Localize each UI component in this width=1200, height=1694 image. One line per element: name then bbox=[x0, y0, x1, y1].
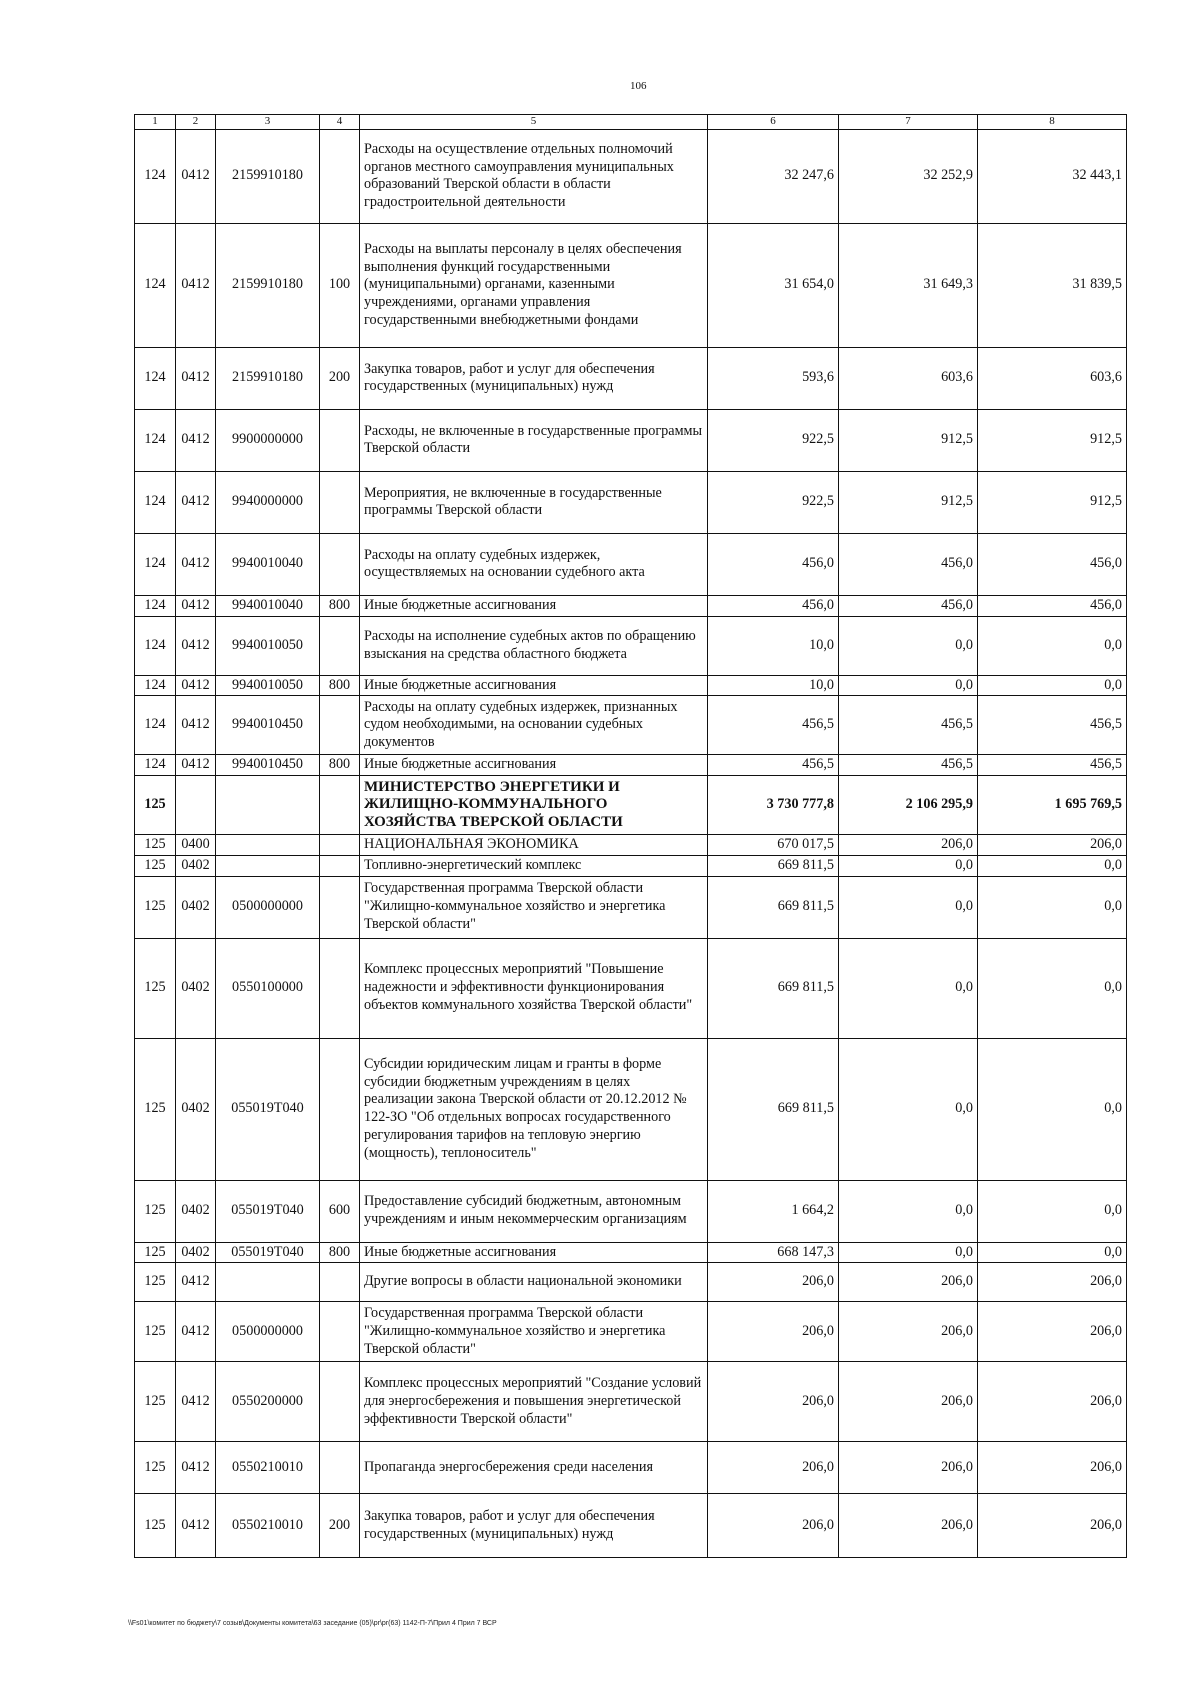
expense-type-cell: 800 bbox=[320, 1242, 360, 1263]
table-row bbox=[135, 1442, 1127, 1494]
table-row bbox=[135, 696, 1127, 755]
expense-type-cell: 800 bbox=[320, 675, 360, 696]
expense-type-cell bbox=[320, 1442, 360, 1494]
section-code-cell: 0412 bbox=[176, 471, 216, 533]
amount-col6-cell: 593,6 bbox=[708, 347, 839, 409]
expense-type-cell bbox=[320, 938, 360, 1038]
amount-col6-cell: 669 811,5 bbox=[708, 855, 839, 876]
target-article-cell: 9940010040 bbox=[216, 533, 320, 595]
header-cell: 1 bbox=[135, 115, 176, 130]
amount-col8-cell: 206,0 bbox=[978, 1263, 1127, 1302]
target-article-cell: 9940010450 bbox=[216, 755, 320, 776]
item-name-cell: Государственная программа Тверской области "Жилищно-коммунальное хозяйство и энергетика Тверской области" bbox=[360, 876, 708, 938]
table-row bbox=[135, 533, 1127, 595]
item-name-cell: Закупка товаров, работ и услуг для обеспечения государственных (муниципальных) нужд bbox=[360, 347, 708, 409]
expense-type-cell: 200 bbox=[320, 347, 360, 409]
expense-type-cell bbox=[320, 1362, 360, 1442]
section-code-cell: 0402 bbox=[176, 938, 216, 1038]
amount-col8-cell: 206,0 bbox=[978, 835, 1127, 856]
expense-type-cell bbox=[320, 533, 360, 595]
amount-col6-cell: 669 811,5 bbox=[708, 876, 839, 938]
amount-col7-cell: 206,0 bbox=[839, 1442, 978, 1494]
admin-code-cell: 125 bbox=[135, 876, 176, 938]
amount-col8-cell: 0,0 bbox=[978, 1180, 1127, 1242]
item-name-cell: Другие вопросы в области национальной экономики bbox=[360, 1263, 708, 1302]
item-name-cell: Топливно-энергетический комплекс bbox=[360, 855, 708, 876]
section-code-cell: 0412 bbox=[176, 1263, 216, 1302]
amount-col8-cell: 0,0 bbox=[978, 876, 1127, 938]
amount-col6-cell: 456,5 bbox=[708, 696, 839, 755]
admin-code-cell: 125 bbox=[135, 1442, 176, 1494]
expense-type-cell bbox=[320, 876, 360, 938]
table-row bbox=[135, 938, 1127, 1038]
header-cell: 3 bbox=[216, 115, 320, 130]
target-article-cell: 0550210010 bbox=[216, 1442, 320, 1494]
amount-col8-cell: 206,0 bbox=[978, 1302, 1127, 1362]
target-article-cell: 9940010050 bbox=[216, 616, 320, 675]
target-article-cell: 055019T040 bbox=[216, 1038, 320, 1180]
admin-code-cell: 124 bbox=[135, 675, 176, 696]
target-article-cell: 2159910180 bbox=[216, 223, 320, 347]
table-row bbox=[135, 776, 1127, 835]
item-name-cell: Комплекс процессных мероприятий "Создание условий для энергосбережения и повышения энергетической эффективности Тверской области" bbox=[360, 1362, 708, 1442]
amount-col7-cell: 0,0 bbox=[839, 938, 978, 1038]
section-code-cell: 0412 bbox=[176, 129, 216, 223]
target-article-cell: 9900000000 bbox=[216, 409, 320, 471]
amount-col7-cell: 912,5 bbox=[839, 409, 978, 471]
target-article-cell: 9940010050 bbox=[216, 675, 320, 696]
expense-type-cell: 600 bbox=[320, 1180, 360, 1242]
section-code-cell: 0412 bbox=[176, 1494, 216, 1558]
amount-col8-cell: 1 695 769,5 bbox=[978, 776, 1127, 835]
item-name-cell: Предоставление субсидий бюджетным, автономным учреждениям и иным некоммерческим организациям bbox=[360, 1180, 708, 1242]
amount-col7-cell: 603,6 bbox=[839, 347, 978, 409]
amount-col6-cell: 670 017,5 bbox=[708, 835, 839, 856]
admin-code-cell: 125 bbox=[135, 1302, 176, 1362]
admin-code-cell: 125 bbox=[135, 1263, 176, 1302]
table-row bbox=[135, 1494, 1127, 1558]
admin-code-cell: 125 bbox=[135, 1180, 176, 1242]
item-name-cell: Иные бюджетные ассигнования bbox=[360, 755, 708, 776]
section-code-cell: 0400 bbox=[176, 835, 216, 856]
target-article-cell: 055019T040 bbox=[216, 1242, 320, 1263]
table-row bbox=[135, 675, 1127, 696]
header-cell: 8 bbox=[978, 115, 1127, 130]
amount-col7-cell: 0,0 bbox=[839, 876, 978, 938]
item-name-cell: Расходы на исполнение судебных актов по обращению взыскания на средства областного бюджета bbox=[360, 616, 708, 675]
section-code-cell: 0412 bbox=[176, 755, 216, 776]
amount-col8-cell: 456,0 bbox=[978, 533, 1127, 595]
amount-col7-cell: 0,0 bbox=[839, 1242, 978, 1263]
header-cell: 4 bbox=[320, 115, 360, 130]
target-article-cell: 2159910180 bbox=[216, 129, 320, 223]
table-body bbox=[135, 129, 1127, 1558]
expense-type-cell bbox=[320, 696, 360, 755]
table-row bbox=[135, 1242, 1127, 1263]
table-row bbox=[135, 855, 1127, 876]
header-cell: 7 bbox=[839, 115, 978, 130]
item-name-cell: Закупка товаров, работ и услуг для обеспечения государственных (муниципальных) нужд bbox=[360, 1494, 708, 1558]
admin-code-cell: 125 bbox=[135, 1038, 176, 1180]
amount-col7-cell: 912,5 bbox=[839, 471, 978, 533]
target-article-cell bbox=[216, 835, 320, 856]
table-row bbox=[135, 616, 1127, 675]
item-name-cell: Расходы на выплаты персоналу в целях обеспечения выполнения функций государственными (муниципальными) органами, казенными учреждениями, органами управления государственными внебюджетными фондами bbox=[360, 223, 708, 347]
header-cell: 5 bbox=[360, 115, 708, 130]
expense-type-cell bbox=[320, 409, 360, 471]
item-name-cell: Иные бюджетные ассигнования bbox=[360, 675, 708, 696]
amount-col6-cell: 10,0 bbox=[708, 675, 839, 696]
table-row bbox=[135, 409, 1127, 471]
amount-col7-cell: 2 106 295,9 bbox=[839, 776, 978, 835]
amount-col7-cell: 0,0 bbox=[839, 675, 978, 696]
admin-code-cell: 125 bbox=[135, 938, 176, 1038]
item-name-cell: Иные бюджетные ассигнования bbox=[360, 595, 708, 616]
admin-code-cell: 124 bbox=[135, 755, 176, 776]
section-code-cell: 0412 bbox=[176, 1302, 216, 1362]
header-cell: 2 bbox=[176, 115, 216, 130]
amount-col8-cell: 912,5 bbox=[978, 471, 1127, 533]
admin-code-cell: 124 bbox=[135, 533, 176, 595]
amount-col7-cell: 206,0 bbox=[839, 835, 978, 856]
admin-code-cell: 125 bbox=[135, 1362, 176, 1442]
section-code-cell: 0412 bbox=[176, 533, 216, 595]
amount-col8-cell: 0,0 bbox=[978, 675, 1127, 696]
item-name-cell: Пропаганда энергосбережения среди населения bbox=[360, 1442, 708, 1494]
expense-type-cell: 200 bbox=[320, 1494, 360, 1558]
admin-code-cell: 124 bbox=[135, 696, 176, 755]
target-article-cell: 0550100000 bbox=[216, 938, 320, 1038]
admin-code-cell: 124 bbox=[135, 595, 176, 616]
amount-col6-cell: 456,5 bbox=[708, 755, 839, 776]
amount-col8-cell: 456,0 bbox=[978, 595, 1127, 616]
item-name-cell: Иные бюджетные ассигнования bbox=[360, 1242, 708, 1263]
item-name-cell: Расходы на оплату судебных издержек, осуществляемых на основании судебного акта bbox=[360, 533, 708, 595]
section-code-cell: 0402 bbox=[176, 855, 216, 876]
expense-type-cell: 100 bbox=[320, 223, 360, 347]
table-row bbox=[135, 1302, 1127, 1362]
amount-col6-cell: 206,0 bbox=[708, 1362, 839, 1442]
amount-col8-cell: 206,0 bbox=[978, 1442, 1127, 1494]
amount-col6-cell: 456,0 bbox=[708, 595, 839, 616]
target-article-cell: 0500000000 bbox=[216, 876, 320, 938]
footer-file-path: \\Fs01\комитет по бюджету\7 созыв\Документы комитета\63 заседание (05)\pr\pr(63) 1142-П-7\Прил 4 Прил 7 ВСР bbox=[128, 1620, 497, 1627]
section-code-cell: 0402 bbox=[176, 1242, 216, 1263]
page-number: 106 bbox=[630, 80, 647, 92]
expense-type-cell bbox=[320, 471, 360, 533]
table-row bbox=[135, 471, 1127, 533]
expense-type-cell bbox=[320, 855, 360, 876]
admin-code-cell: 124 bbox=[135, 409, 176, 471]
expense-type-cell bbox=[320, 129, 360, 223]
expense-type-cell bbox=[320, 776, 360, 835]
amount-col7-cell: 456,5 bbox=[839, 696, 978, 755]
target-article-cell: 2159910180 bbox=[216, 347, 320, 409]
amount-col8-cell: 0,0 bbox=[978, 616, 1127, 675]
amount-col6-cell: 922,5 bbox=[708, 471, 839, 533]
amount-col8-cell: 0,0 bbox=[978, 1242, 1127, 1263]
amount-col6-cell: 206,0 bbox=[708, 1302, 839, 1362]
section-code-cell: 0412 bbox=[176, 696, 216, 755]
item-name-cell: Расходы на осуществление отдельных полномочий органов местного самоуправления муниципальных образований Тверской области в области градостроительной деятельности bbox=[360, 129, 708, 223]
section-code-cell: 0412 bbox=[176, 223, 216, 347]
table-row bbox=[135, 1180, 1127, 1242]
amount-col8-cell: 456,5 bbox=[978, 696, 1127, 755]
amount-col6-cell: 31 654,0 bbox=[708, 223, 839, 347]
budget-table bbox=[134, 114, 1127, 1558]
admin-code-cell: 124 bbox=[135, 347, 176, 409]
amount-col8-cell: 0,0 bbox=[978, 855, 1127, 876]
target-article-cell: 0550210010 bbox=[216, 1494, 320, 1558]
table-row bbox=[135, 595, 1127, 616]
admin-code-cell: 125 bbox=[135, 776, 176, 835]
amount-col8-cell: 456,5 bbox=[978, 755, 1127, 776]
amount-col7-cell: 32 252,9 bbox=[839, 129, 978, 223]
admin-code-cell: 124 bbox=[135, 223, 176, 347]
amount-col7-cell: 0,0 bbox=[839, 1038, 978, 1180]
table-row bbox=[135, 876, 1127, 938]
table-row bbox=[135, 129, 1127, 223]
section-code-cell: 0412 bbox=[176, 675, 216, 696]
target-article-cell: 0500000000 bbox=[216, 1302, 320, 1362]
amount-col6-cell: 669 811,5 bbox=[708, 938, 839, 1038]
amount-col6-cell: 32 247,6 bbox=[708, 129, 839, 223]
item-name-cell: НАЦИОНАЛЬНАЯ ЭКОНОМИКА bbox=[360, 835, 708, 856]
amount-col7-cell: 206,0 bbox=[839, 1263, 978, 1302]
amount-col8-cell: 206,0 bbox=[978, 1494, 1127, 1558]
section-code-cell bbox=[176, 776, 216, 835]
amount-col7-cell: 206,0 bbox=[839, 1362, 978, 1442]
amount-col6-cell: 669 811,5 bbox=[708, 1038, 839, 1180]
header-cell: 6 bbox=[708, 115, 839, 130]
amount-col7-cell: 456,5 bbox=[839, 755, 978, 776]
item-name-cell: Субсидии юридическим лицам и гранты в форме субсидии бюджетным учреждениям в целях реализации закона Тверской области от 20.12.2012 № 122-ЗО "Об отдельных вопросах государственного регулирования тарифов на тепловую энергию (мощность), теплоноситель" bbox=[360, 1038, 708, 1180]
amount-col8-cell: 603,6 bbox=[978, 347, 1127, 409]
section-code-cell: 0402 bbox=[176, 1038, 216, 1180]
item-name-cell: Государственная программа Тверской области "Жилищно-коммунальное хозяйство и энергетика Тверской области" bbox=[360, 1302, 708, 1362]
section-code-cell: 0402 bbox=[176, 1180, 216, 1242]
target-article-cell bbox=[216, 776, 320, 835]
admin-code-cell: 125 bbox=[135, 835, 176, 856]
target-article-cell: 9940010040 bbox=[216, 595, 320, 616]
item-name-cell: Комплекс процессных мероприятий "Повышение надежности и эффективности функционирования объектов коммунального хозяйства Тверской области" bbox=[360, 938, 708, 1038]
target-article-cell: 0550200000 bbox=[216, 1362, 320, 1442]
table-row bbox=[135, 347, 1127, 409]
table-row bbox=[135, 1362, 1127, 1442]
amount-col8-cell: 0,0 bbox=[978, 1038, 1127, 1180]
amount-col6-cell: 206,0 bbox=[708, 1263, 839, 1302]
table-row bbox=[135, 223, 1127, 347]
amount-col8-cell: 206,0 bbox=[978, 1362, 1127, 1442]
section-code-cell: 0412 bbox=[176, 347, 216, 409]
section-code-cell: 0412 bbox=[176, 1362, 216, 1442]
amount-col7-cell: 456,0 bbox=[839, 595, 978, 616]
expense-type-cell: 800 bbox=[320, 595, 360, 616]
admin-code-cell: 124 bbox=[135, 129, 176, 223]
amount-col8-cell: 32 443,1 bbox=[978, 129, 1127, 223]
expense-type-cell bbox=[320, 616, 360, 675]
amount-col7-cell: 0,0 bbox=[839, 1180, 978, 1242]
section-code-cell: 0412 bbox=[176, 409, 216, 471]
expense-type-cell bbox=[320, 1263, 360, 1302]
amount-col6-cell: 456,0 bbox=[708, 533, 839, 595]
amount-col7-cell: 0,0 bbox=[839, 855, 978, 876]
item-name-cell: Расходы, не включенные в государственные программы Тверской области bbox=[360, 409, 708, 471]
expense-type-cell bbox=[320, 1302, 360, 1362]
target-article-cell: 9940000000 bbox=[216, 471, 320, 533]
expense-type-cell bbox=[320, 1038, 360, 1180]
table-row bbox=[135, 835, 1127, 856]
target-article-cell: 9940010450 bbox=[216, 696, 320, 755]
amount-col6-cell: 206,0 bbox=[708, 1494, 839, 1558]
table-row bbox=[135, 1038, 1127, 1180]
section-code-cell: 0402 bbox=[176, 876, 216, 938]
section-code-cell: 0412 bbox=[176, 616, 216, 675]
section-code-cell: 0412 bbox=[176, 595, 216, 616]
expense-type-cell bbox=[320, 835, 360, 856]
amount-col8-cell: 0,0 bbox=[978, 938, 1127, 1038]
item-name-cell: МИНИСТЕРСТВО ЭНЕРГЕТИКИ И ЖИЛИЩНО-КОММУНАЛЬНОГО ХОЗЯЙСТВА ТВЕРСКОЙ ОБЛАСТИ bbox=[360, 776, 708, 835]
expense-type-cell: 800 bbox=[320, 755, 360, 776]
amount-col6-cell: 10,0 bbox=[708, 616, 839, 675]
amount-col7-cell: 206,0 bbox=[839, 1302, 978, 1362]
amount-col8-cell: 912,5 bbox=[978, 409, 1127, 471]
admin-code-cell: 124 bbox=[135, 616, 176, 675]
table-row bbox=[135, 755, 1127, 776]
admin-code-cell: 125 bbox=[135, 855, 176, 876]
admin-code-cell: 124 bbox=[135, 471, 176, 533]
target-article-cell bbox=[216, 1263, 320, 1302]
amount-col6-cell: 668 147,3 bbox=[708, 1242, 839, 1263]
amount-col7-cell: 456,0 bbox=[839, 533, 978, 595]
target-article-cell: 055019T040 bbox=[216, 1180, 320, 1242]
item-name-cell: Мероприятия, не включенные в государственные программы Тверской области bbox=[360, 471, 708, 533]
item-name-cell: Расходы на оплату судебных издержек, признанных судом необходимыми, на основании судебных документов bbox=[360, 696, 708, 755]
target-article-cell bbox=[216, 855, 320, 876]
section-code-cell: 0412 bbox=[176, 1442, 216, 1494]
amount-col6-cell: 922,5 bbox=[708, 409, 839, 471]
amount-col6-cell: 3 730 777,8 bbox=[708, 776, 839, 835]
amount-col7-cell: 0,0 bbox=[839, 616, 978, 675]
amount-col6-cell: 1 664,2 bbox=[708, 1180, 839, 1242]
admin-code-cell: 125 bbox=[135, 1242, 176, 1263]
amount-col8-cell: 31 839,5 bbox=[978, 223, 1127, 347]
table-header bbox=[135, 115, 1127, 130]
amount-col6-cell: 206,0 bbox=[708, 1442, 839, 1494]
amount-col7-cell: 206,0 bbox=[839, 1494, 978, 1558]
amount-col7-cell: 31 649,3 bbox=[839, 223, 978, 347]
admin-code-cell: 125 bbox=[135, 1494, 176, 1558]
table-row bbox=[135, 1263, 1127, 1302]
